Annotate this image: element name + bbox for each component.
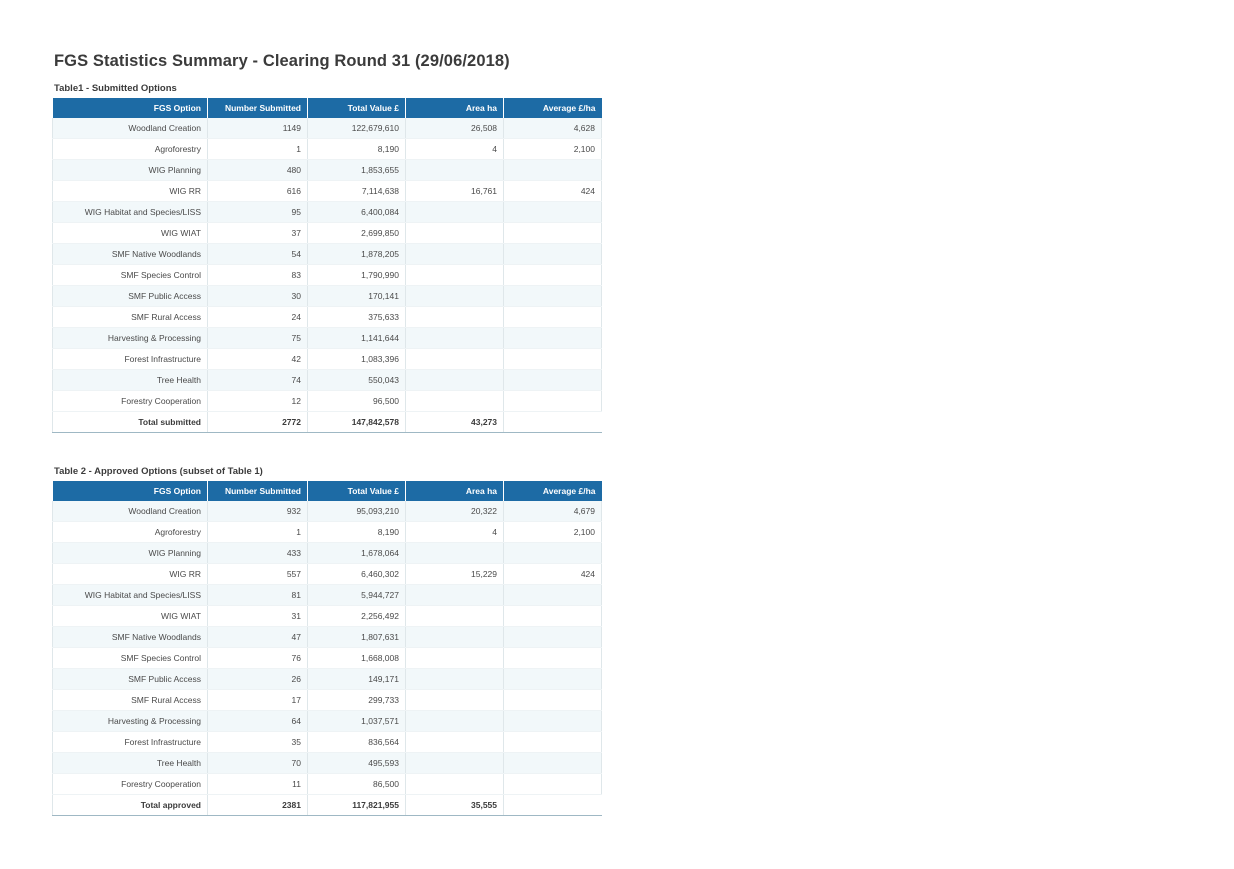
cell-option: Harvesting & Processing <box>53 328 208 349</box>
cell-value: 96,500 <box>308 391 406 412</box>
cell-number: 54 <box>208 244 308 265</box>
table-row <box>53 648 602 669</box>
cell-number: 480 <box>208 160 308 181</box>
cell-number: 81 <box>208 585 308 606</box>
cell-value: 149,171 <box>308 669 406 690</box>
column-header-total-value: Total Value £ <box>308 98 406 118</box>
cell-average: 2,100 <box>504 522 602 543</box>
cell-average <box>504 711 602 732</box>
table-row <box>53 307 602 328</box>
cell-area <box>406 244 504 265</box>
cell-average <box>504 648 602 669</box>
cell-average <box>504 244 602 265</box>
cell-value: 122,679,610 <box>308 118 406 139</box>
cell-value: 1,807,631 <box>308 627 406 648</box>
cell-area <box>406 774 504 795</box>
cell-average <box>504 307 602 328</box>
cell-value: 495,593 <box>308 753 406 774</box>
cell-value: 8,190 <box>308 522 406 543</box>
cell-number: 47 <box>208 627 308 648</box>
cell-area <box>406 669 504 690</box>
approved-options-table <box>52 481 602 816</box>
cell-number: 76 <box>208 648 308 669</box>
cell-number: 433 <box>208 543 308 564</box>
cell-total-number: 2772 <box>208 412 308 433</box>
cell-number: 74 <box>208 370 308 391</box>
cell-option: WIG WIAT <box>53 223 208 244</box>
cell-average: 424 <box>504 181 602 202</box>
cell-total-average <box>504 412 602 433</box>
cell-area: 4 <box>406 139 504 160</box>
column-header-average-per-ha: Average £/ha <box>504 481 602 501</box>
table-header-row <box>53 98 602 118</box>
cell-area <box>406 753 504 774</box>
cell-area <box>406 391 504 412</box>
cell-average: 424 <box>504 564 602 585</box>
cell-area: 4 <box>406 522 504 543</box>
cell-value: 1,668,008 <box>308 648 406 669</box>
cell-average <box>504 160 602 181</box>
submitted-options-table <box>52 98 602 433</box>
cell-average <box>504 606 602 627</box>
column-header-average-per-ha: Average £/ha <box>504 98 602 118</box>
cell-area <box>406 328 504 349</box>
table1-body <box>53 118 602 433</box>
cell-number: 30 <box>208 286 308 307</box>
cell-value: 299,733 <box>308 690 406 711</box>
table-row <box>53 627 602 648</box>
table-row <box>53 564 602 585</box>
cell-area: 15,229 <box>406 564 504 585</box>
table-total-row <box>53 412 602 433</box>
cell-option: Woodland Creation <box>53 118 208 139</box>
column-header-total-value: Total Value £ <box>308 481 406 501</box>
table-row <box>53 543 602 564</box>
cell-number: 83 <box>208 265 308 286</box>
cell-value: 1,037,571 <box>308 711 406 732</box>
cell-option: Forest Infrastructure <box>53 349 208 370</box>
cell-option: Tree Health <box>53 370 208 391</box>
table-row <box>53 501 602 522</box>
cell-area <box>406 307 504 328</box>
cell-area <box>406 648 504 669</box>
cell-option: WIG RR <box>53 181 208 202</box>
cell-number: 75 <box>208 328 308 349</box>
cell-number: 26 <box>208 669 308 690</box>
cell-number: 70 <box>208 753 308 774</box>
cell-option: Tree Health <box>53 753 208 774</box>
cell-option: WIG Habitat and Species/LISS <box>53 585 208 606</box>
column-header-area-ha: Area ha <box>406 98 504 118</box>
cell-area <box>406 265 504 286</box>
cell-average <box>504 202 602 223</box>
cell-average <box>504 585 602 606</box>
cell-area <box>406 711 504 732</box>
table2-body <box>53 501 602 816</box>
cell-average <box>504 543 602 564</box>
cell-number: 37 <box>208 223 308 244</box>
cell-number: 35 <box>208 732 308 753</box>
table-row <box>53 522 602 543</box>
table-row <box>53 711 602 732</box>
cell-average <box>504 286 602 307</box>
cell-value: 1,678,064 <box>308 543 406 564</box>
cell-average <box>504 223 602 244</box>
cell-value: 836,564 <box>308 732 406 753</box>
cell-value: 6,400,084 <box>308 202 406 223</box>
table1-header <box>53 98 602 118</box>
cell-number: 932 <box>208 501 308 522</box>
cell-area: 20,322 <box>406 501 504 522</box>
cell-area <box>406 160 504 181</box>
cell-value: 550,043 <box>308 370 406 391</box>
cell-number: 11 <box>208 774 308 795</box>
cell-area <box>406 202 504 223</box>
table-row <box>53 160 602 181</box>
cell-option: WIG Habitat and Species/LISS <box>53 202 208 223</box>
cell-number: 616 <box>208 181 308 202</box>
cell-average <box>504 690 602 711</box>
table2-caption: Table 2 - Approved Options (subset of Table 1) <box>54 466 263 477</box>
table-row <box>53 223 602 244</box>
column-header-area-ha: Area ha <box>406 481 504 501</box>
table-row <box>53 753 602 774</box>
cell-average <box>504 391 602 412</box>
cell-option: SMF Species Control <box>53 648 208 669</box>
cell-total-label: Total submitted <box>53 412 208 433</box>
cell-average <box>504 753 602 774</box>
table-row <box>53 202 602 223</box>
cell-option: Agroforestry <box>53 139 208 160</box>
table-row <box>53 286 602 307</box>
cell-total-area: 43,273 <box>406 412 504 433</box>
cell-option: SMF Public Access <box>53 286 208 307</box>
cell-number: 17 <box>208 690 308 711</box>
cell-number: 95 <box>208 202 308 223</box>
cell-average <box>504 370 602 391</box>
table-row <box>53 139 602 160</box>
cell-value: 6,460,302 <box>308 564 406 585</box>
cell-option: SMF Rural Access <box>53 307 208 328</box>
cell-area: 16,761 <box>406 181 504 202</box>
cell-option: Forest Infrastructure <box>53 732 208 753</box>
cell-total-value: 117,821,955 <box>308 795 406 816</box>
cell-average <box>504 627 602 648</box>
cell-average: 4,679 <box>504 501 602 522</box>
cell-average <box>504 349 602 370</box>
cell-average <box>504 732 602 753</box>
column-header-fgs-option: FGS Option <box>53 481 208 501</box>
cell-area: 26,508 <box>406 118 504 139</box>
cell-number: 12 <box>208 391 308 412</box>
cell-area <box>406 543 504 564</box>
table-row <box>53 244 602 265</box>
cell-number: 42 <box>208 349 308 370</box>
cell-value: 2,256,492 <box>308 606 406 627</box>
cell-average <box>504 669 602 690</box>
cell-number: 64 <box>208 711 308 732</box>
cell-value: 1,878,205 <box>308 244 406 265</box>
cell-area <box>406 286 504 307</box>
cell-area <box>406 585 504 606</box>
table-row <box>53 370 602 391</box>
table-row <box>53 585 602 606</box>
cell-value: 1,083,396 <box>308 349 406 370</box>
table-spacer <box>52 433 1234 466</box>
cell-total-area: 35,555 <box>406 795 504 816</box>
cell-option: Harvesting & Processing <box>53 711 208 732</box>
cell-value: 8,190 <box>308 139 406 160</box>
cell-option: WIG RR <box>53 564 208 585</box>
cell-total-value: 147,842,578 <box>308 412 406 433</box>
table-row <box>53 391 602 412</box>
cell-number: 1 <box>208 139 308 160</box>
cell-option: SMF Rural Access <box>53 690 208 711</box>
cell-option: Forestry Cooperation <box>53 774 208 795</box>
table-row <box>53 669 602 690</box>
cell-total-number: 2381 <box>208 795 308 816</box>
cell-value: 1,790,990 <box>308 265 406 286</box>
table-header-row <box>53 481 602 501</box>
cell-option: SMF Native Woodlands <box>53 627 208 648</box>
table-total-row <box>53 795 602 816</box>
cell-number: 1149 <box>208 118 308 139</box>
cell-area <box>406 627 504 648</box>
cell-option: SMF Species Control <box>53 265 208 286</box>
cell-total-average <box>504 795 602 816</box>
column-header-number-submitted: Number Submitted <box>208 98 308 118</box>
cell-value: 95,093,210 <box>308 501 406 522</box>
table-row <box>53 732 602 753</box>
cell-area <box>406 690 504 711</box>
table-row <box>53 328 602 349</box>
cell-average <box>504 328 602 349</box>
table-row <box>53 265 602 286</box>
cell-area <box>406 370 504 391</box>
cell-option: Woodland Creation <box>53 501 208 522</box>
cell-area <box>406 349 504 370</box>
cell-value: 1,853,655 <box>308 160 406 181</box>
cell-area <box>406 732 504 753</box>
page-title: FGS Statistics Summary - Clearing Round 31 (29/06/2018) <box>54 52 510 70</box>
cell-option: SMF Public Access <box>53 669 208 690</box>
cell-area <box>406 223 504 244</box>
table-row <box>53 118 602 139</box>
cell-number: 557 <box>208 564 308 585</box>
cell-average <box>504 265 602 286</box>
cell-number: 24 <box>208 307 308 328</box>
cell-number: 1 <box>208 522 308 543</box>
cell-value: 5,944,727 <box>308 585 406 606</box>
table-row <box>53 606 602 627</box>
column-header-number-submitted: Number Submitted <box>208 481 308 501</box>
cell-option: Forestry Cooperation <box>53 391 208 412</box>
cell-area <box>406 606 504 627</box>
cell-value: 170,141 <box>308 286 406 307</box>
cell-option: WIG Planning <box>53 160 208 181</box>
table2-header <box>53 481 602 501</box>
table1-caption: Table1 - Submitted Options <box>54 83 177 94</box>
cell-option: WIG WIAT <box>53 606 208 627</box>
cell-average <box>504 774 602 795</box>
column-header-fgs-option: FGS Option <box>53 98 208 118</box>
cell-average: 2,100 <box>504 139 602 160</box>
cell-value: 1,141,644 <box>308 328 406 349</box>
cell-option: SMF Native Woodlands <box>53 244 208 265</box>
table-row <box>53 774 602 795</box>
cell-total-label: Total approved <box>53 795 208 816</box>
cell-number: 31 <box>208 606 308 627</box>
table-row <box>53 690 602 711</box>
table-row <box>53 349 602 370</box>
cell-value: 375,633 <box>308 307 406 328</box>
cell-option: Agroforestry <box>53 522 208 543</box>
cell-value: 7,114,638 <box>308 181 406 202</box>
cell-value: 2,699,850 <box>308 223 406 244</box>
cell-average: 4,628 <box>504 118 602 139</box>
cell-value: 86,500 <box>308 774 406 795</box>
table-row <box>53 181 602 202</box>
cell-option: WIG Planning <box>53 543 208 564</box>
